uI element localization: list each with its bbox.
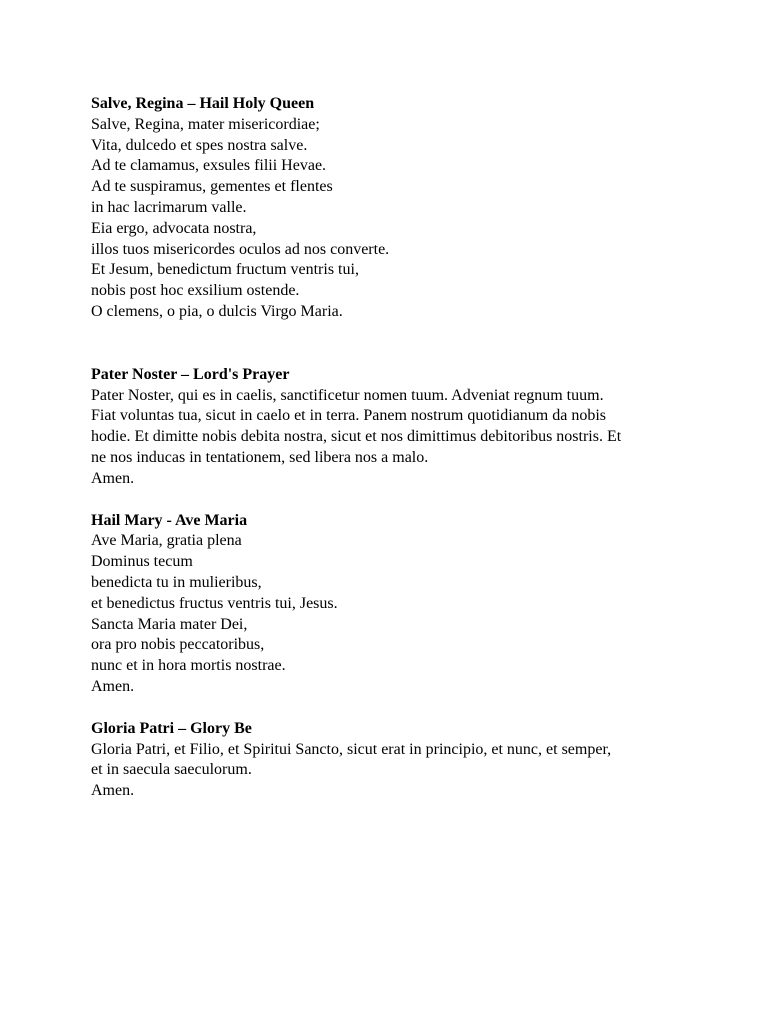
section-heading: Pater Noster – Lord's Prayer	[91, 365, 290, 383]
section-ave-maria	[91, 511, 691, 698]
text-line: Fiat voluntas tua, sicut in caelo et in terra. Panem nostrum quotidianum da nobis	[91, 407, 607, 425]
text-line: O clemens, o pia, o dulcis Virgo Maria.	[91, 302, 343, 320]
document-body	[91, 94, 691, 802]
text-line: Ave Maria, gratia plena	[91, 532, 242, 550]
text-line: Sancta Maria mater Dei,	[91, 615, 248, 633]
text-line: Ad te suspiramus, gementes et flentes	[91, 178, 333, 196]
section-salve-regina	[91, 94, 691, 323]
text-line: Vita, dulcedo et spes nostra salve.	[91, 136, 308, 154]
text-line: Amen.	[91, 469, 135, 487]
text-line: ora pro nobis peccatoribus,	[91, 636, 265, 654]
text-line: Pater Noster, qui es in caelis, sanctificetur nomen tuum. Adveniat regnum tuum.	[91, 386, 604, 404]
text-line: Amen.	[91, 782, 135, 800]
section-gloria-patri	[91, 719, 691, 802]
section-pater-noster	[91, 365, 691, 490]
section-heading: Salve, Regina – Hail Holy Queen	[91, 95, 315, 112]
section-heading: Gloria Patri – Glory Be	[91, 719, 252, 737]
text-line: Et Jesum, benedictum fructum ventris tui,	[91, 261, 359, 279]
section-spacer	[91, 323, 691, 365]
text-line: et benedictus fructus ventris tui, Jesus.	[91, 594, 338, 612]
section-spacer	[91, 490, 691, 511]
text-line: Ad te clamamus, exsules filii Hevae.	[91, 157, 327, 175]
text-line: Gloria Patri, et Filio, et Spiritui Sancto, sicut erat in principio, et nunc, et semper,	[91, 740, 612, 758]
text-line: hodie. Et dimitte nobis debita nostra, sicut et nos dimittimus debitoribus nostris. Et	[91, 428, 622, 446]
text-line: Amen.	[91, 677, 135, 695]
text-line: nobis post hoc exsilium ostende.	[91, 282, 300, 300]
text-line: nunc et in hora mortis nostrae.	[91, 657, 286, 675]
text-line: illos tuos misericordes oculos ad nos converte.	[91, 240, 390, 258]
text-line: Salve, Regina, mater misericordiae;	[91, 115, 320, 133]
text-line: ne nos inducas in tentationem, sed libera nos a malo.	[91, 448, 429, 466]
text-line: Eia ergo, advocata nostra,	[91, 219, 257, 237]
text-line: benedicta tu in mulieribus,	[91, 573, 262, 591]
section-spacer	[91, 698, 691, 719]
text-line: et in saecula saeculorum.	[91, 761, 252, 779]
section-heading: Hail Mary - Ave Maria	[91, 511, 248, 529]
text-line: Dominus tecum	[91, 553, 193, 571]
text-line: in hac lacrimarum valle.	[91, 198, 247, 216]
